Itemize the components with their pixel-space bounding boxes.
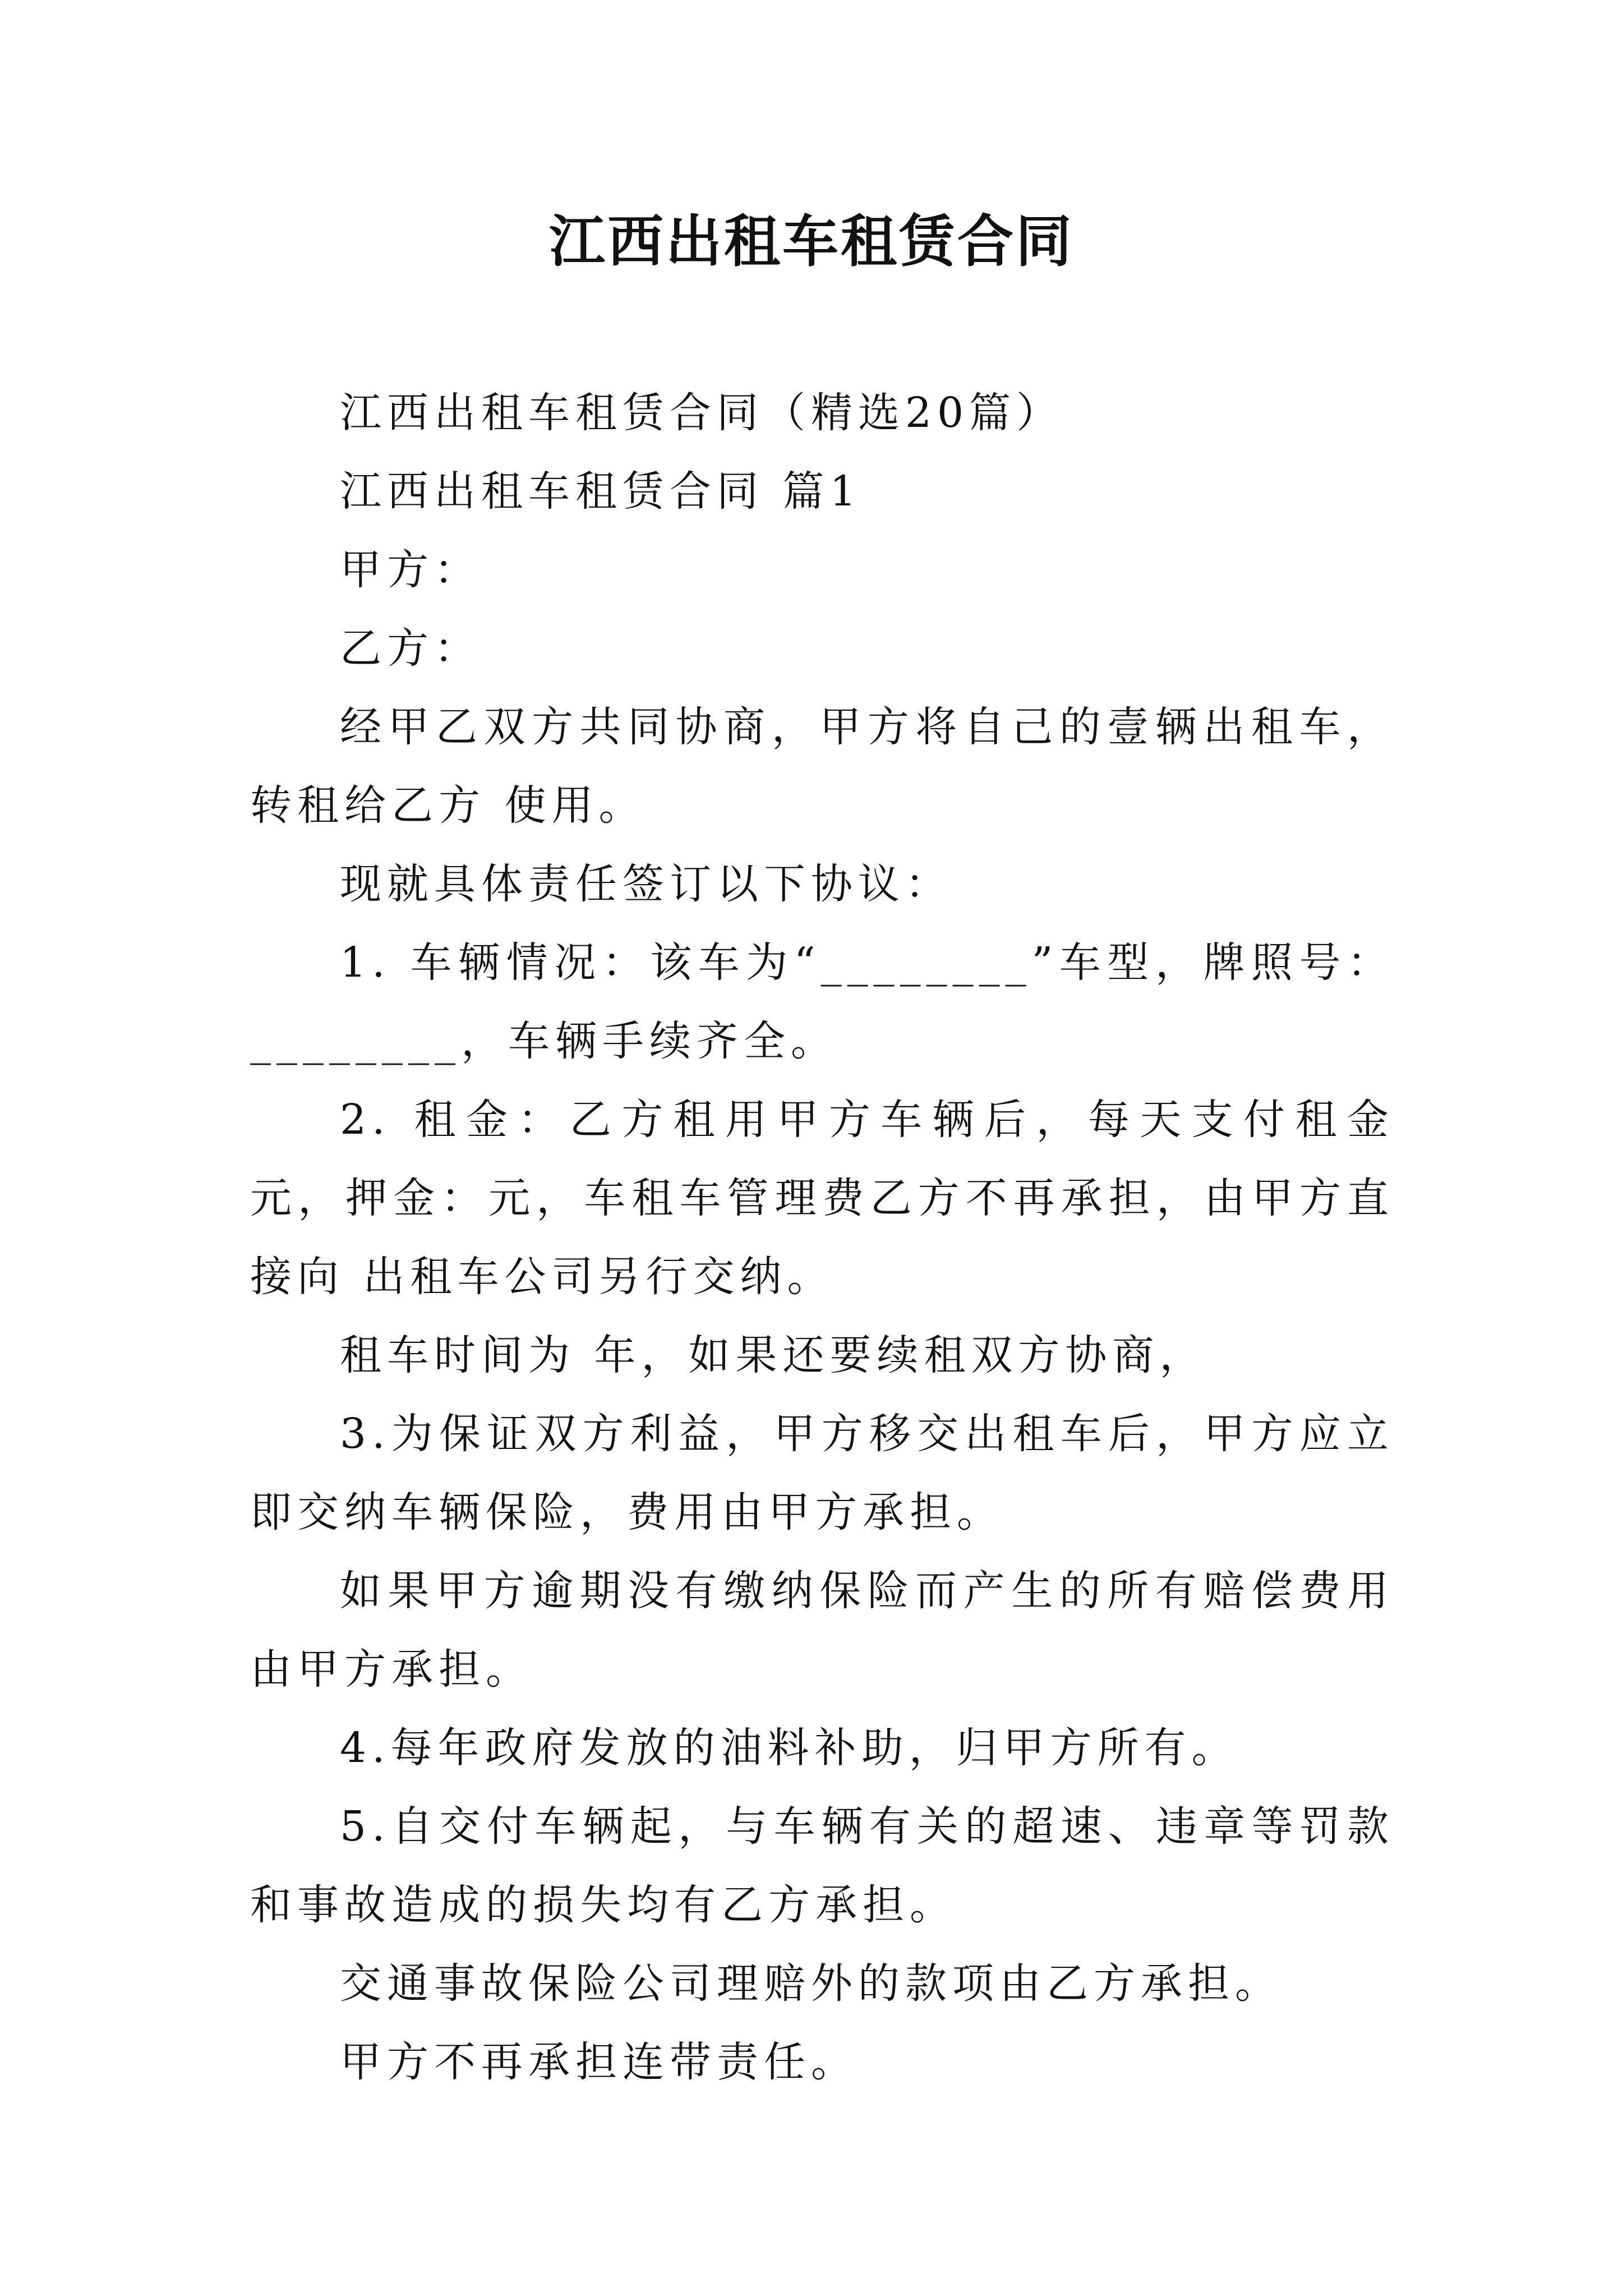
- document-body: [250, 374, 1394, 2101]
- paragraph-clause-5: 5.自交付车辆起，与车辆有关的超速、违章等罚款和事故造成的损失均有乙方承担。: [250, 1802, 1394, 1929]
- paragraph-clause-1: 1. 车辆情况：该车为“________”车型，牌照号：________，车辆手续齐全。: [250, 938, 1394, 1065]
- paragraph-preamble: 经甲乙双方共同协商，甲方将自己的壹辆出租车， 转租给乙方 使用。: [250, 703, 1394, 830]
- paragraph-insurance-liability: 如果甲方逾期没有缴纳保险而产生的所有赔偿费用由甲方承担。: [250, 1567, 1394, 1694]
- paragraph-agreement-intro: 现就具体责任签订以下协议：: [340, 860, 952, 908]
- paragraph-section-heading: 江西出租车租赁合同 篇1: [340, 467, 862, 516]
- paragraph-clause-4: 4.每年政府发放的油料补助，归甲方所有。: [340, 1724, 1239, 1772]
- paragraph-party-b: 乙方：: [340, 624, 481, 673]
- paragraph-rental-period: 租车时间为 年，如果还要续租双方协商，: [340, 1331, 1207, 1379]
- paragraph-clause-3: 3.为保证双方利益，甲方移交出租车后，甲方应立即交纳车辆保险，费用由甲方承担。: [250, 1410, 1394, 1536]
- paragraph-no-joint-liability: 甲方不再承担连带责任。: [340, 2038, 858, 2086]
- paragraph-accident-costs: 交通事故保险公司理赔外的款项由乙方承担。: [340, 1959, 1282, 2008]
- paragraph-subtitle: 江西出租车租赁合同（精选20篇）: [340, 389, 1064, 437]
- paragraph-party-a: 甲方：: [340, 546, 481, 594]
- paragraph-clause-2: 2. 租金：乙方租用甲方车辆后，每天支付租金 元，押金：元，车租车管理费乙方不再承担，由甲方直接向 出租车公司另行交纳。: [250, 1096, 1394, 1301]
- document-title: 江西出租车租赁合同: [549, 208, 1074, 274]
